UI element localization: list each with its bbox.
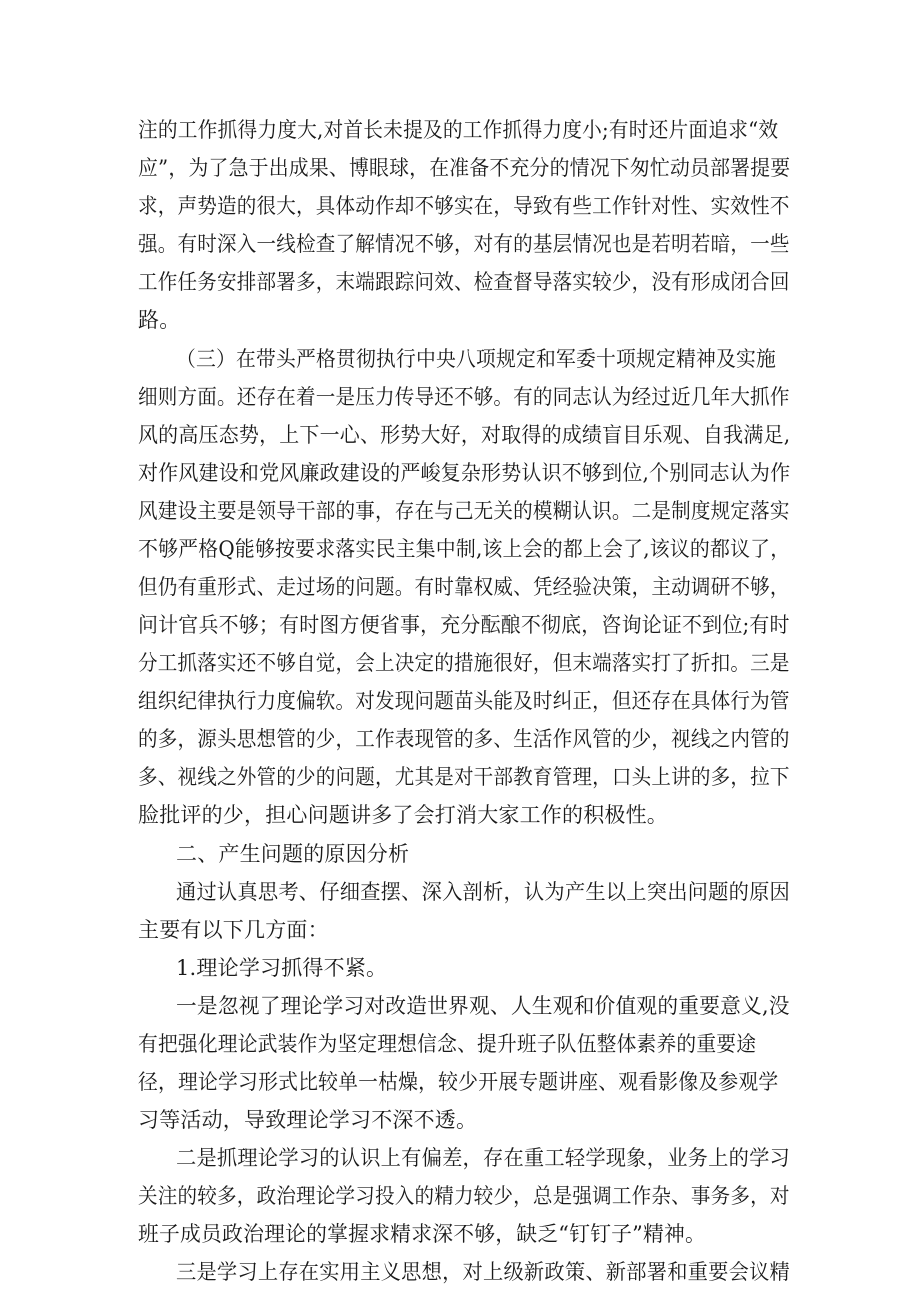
text-line: 组织纪律执行力度偏软。对发现问题苗头能及时纠正，但还存在具体行为管 [138, 689, 790, 713]
text-line: 1.理论学习抓得不紧。 [176, 956, 388, 980]
text-line: 班子成员政治理论的掌握求精求深不够，缺乏“钉钉子”精神。 [138, 1222, 707, 1246]
text-line: （三）在带头严格贯彻执行中央八项规定和军委十项规定精神及实施 [176, 347, 776, 371]
text-line: 二、产生问题的原因分析 [176, 842, 410, 866]
text-line: 求，声势造的很大，具体动作却不够实在，导致有些工作针对性、实效性不 [138, 194, 790, 218]
text-line: 路。 [138, 308, 181, 332]
text-line: 对作风建设和党风廉政建设的严峻复杂形势认识不够到位,个别同志认为作 [138, 461, 791, 485]
text-line: 通过认真思考、仔细查摆、深入剖析，认为产生以上突出问题的原因 [176, 880, 790, 904]
text-line: 有把强化理论武装作为坚定理想信念、提升班子队伍整体素养的重要途 [138, 1032, 757, 1056]
text-line: 注的工作抓得力度大,对首长未提及的工作抓得力度小;有时还片面追求“效 [138, 118, 779, 142]
text-line: 三是学习上存在实用主义思想，对上级新政策、新部署和重要会议精 [176, 1260, 790, 1284]
text-line: 问计官兵不够；有时图方便省事，充分酝酿不彻底，咨询论证不到位;有时 [138, 613, 790, 637]
text-line: 脸批评的少，担心问题讲多了会打消大家工作的积极性。 [138, 803, 668, 827]
text-line: 细则方面。还存在着一是压力传导还不够。有的同志认为经过近几年大抓作 [138, 385, 790, 409]
text-line: 主要有以下几方面： [138, 918, 329, 942]
text-line: 但仍有重形式、走过场的问题。有时靠权威、凭经验决策，主动调研不够， [138, 575, 790, 599]
text-line: 风建设主要是领导干部的事，存在与己无关的模糊认识。二是制度规定落实 [138, 499, 790, 523]
text-line: 工作任务安排部署多，末端跟踪问效、检查督导落实较少，没有形成闭合回 [138, 270, 790, 294]
text-line: 风的高压态势，上下一心、形势大好，对取得的成绩盲目乐观、自我满足, [138, 423, 791, 447]
text-line: 多、视线之外管的少的问题，尤其是对干部教育管理，口头上讲的多，拉下 [138, 765, 790, 789]
text-line: 二是抓理论学习的认识上有偏差，存在重工轻学现象，业务上的学习 [176, 1146, 790, 1170]
text-line: 分工抓落实还不够自觉，会上决定的措施很好，但末端落实打了折扣。三是 [138, 651, 790, 675]
text-line: 强。有时深入一线检查了解情况不够，对有的基层情况也是若明若暗，一些 [138, 232, 790, 256]
text-line: 径，理论学习形式比较单一枯燥，较少开展专题讲座、观看影像及参观学 [138, 1070, 779, 1094]
text-line: 习等活动，导致理论学习不深不透。 [138, 1108, 478, 1132]
text-line: 一是忽视了理论学习对改造世界观、人生观和价值观的重要意义,没 [176, 994, 790, 1018]
text-line: 不够严格Q能够按要求落实民主集中制,该上会的都上会了,该议的都议了， [138, 537, 791, 561]
text-line: 应”，为了急于出成果、博眼球，在准备不充分的情况下匆忙动员部署提要 [138, 156, 791, 180]
text-line: 关注的较多，政治理论学习投入的精力较少，总是强调工作杂、事务多，对 [138, 1184, 790, 1208]
text-line: 的多，源头思想管的少，工作表现管的多、生活作风管的少，视线之内管的 [138, 727, 790, 751]
